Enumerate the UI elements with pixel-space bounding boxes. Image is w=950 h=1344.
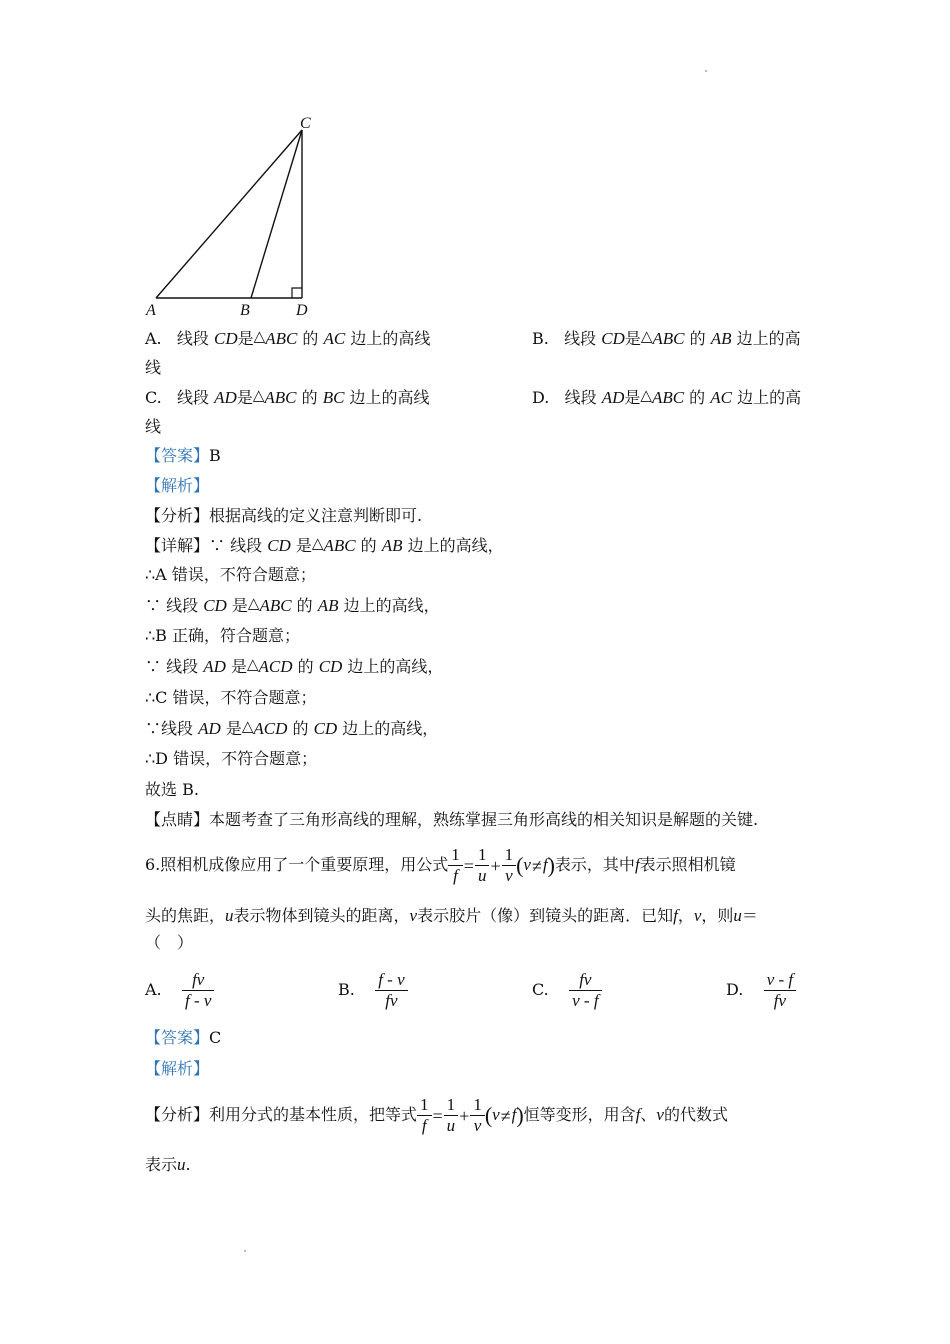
q5-dianjing: 【点睛】本题考查了三角形高线的理解，熟练掌握三角形高线的相关知识是解题的关键. — [145, 810, 759, 829]
q5-xiangjie-line3: ∵ 线段 CD 是△ABC 的 AB 边上的高线， — [145, 594, 440, 615]
label-a: A — [146, 302, 156, 319]
option-c: C. 线段 AD是△ABC 的 BC 边上的高线 — [145, 386, 430, 407]
q6-answer: 【答案】C — [145, 1028, 222, 1047]
q6-stem-line2: 头的焦距，u表示物体到镜头的距离，v表示胶片（像）到镜头的距离．已知f，v，则u＝ — [145, 906, 758, 925]
q6-paren: （ ） — [145, 933, 194, 952]
label-b: B — [240, 302, 250, 319]
triangle-symbol: △ — [253, 327, 266, 345]
q5-xiangjie-line7: ∵线段 AD 是△ACD 的 CD 边上的高线， — [145, 717, 439, 738]
fraction-c: $\frac{fv}{v - f}$ — [569, 970, 601, 1011]
q5-xiangjie-line5: ∵ 线段 AD 是△ACD 的 CD 边上的高线， — [145, 655, 444, 676]
q6-option-c: C. $\frac{fv}{v - f}$ — [532, 965, 602, 1015]
segment-bc — [251, 130, 302, 298]
q6-option-b: B. $\frac{f - v}{fv}$ — [338, 965, 408, 1015]
right-angle-mark — [292, 288, 302, 298]
formula-1-over-u: $\frac{1}{u}$ — [444, 1095, 459, 1136]
triangle-symbol: △ — [252, 386, 265, 404]
triangle-symbol: △ — [311, 534, 324, 552]
q6-fenxi-line2: 表示u. — [145, 1155, 191, 1174]
triangle-figure — [140, 110, 330, 320]
triangle-symbol: △ — [640, 327, 653, 345]
fraction-a: $\frac{fv}{f - v}$ — [182, 970, 214, 1011]
q6-stem-line1: 6.照相机成像应用了一个重要原理，用公式 $\frac{1}{f}$ = $\frac{1}{u}$ + $\frac{1}{v}$ (v≠f)表示，其中f表示照相机镜 — [145, 845, 736, 885]
triangle-symbol: △ — [247, 594, 260, 612]
label-c: C — [300, 115, 311, 132]
q5-xiangjie-line2: ∴A 错误，不符合题意； — [145, 565, 316, 584]
option-a: A. 线段 CD是△ABC 的 AC 边上的高线 — [145, 327, 431, 348]
formula-1-over-u: $\frac{1}{u}$ — [475, 845, 490, 886]
q5-xiangjie-line8: ∴D 错误，不符合题意； — [145, 749, 318, 768]
option-b-wrap: 线 — [145, 358, 162, 377]
footer-dot — [244, 1250, 246, 1252]
q5-xiangjie-line1: 【详解】∵ 线段 CD 是△ABC 的 AB 边上的高线， — [145, 534, 504, 555]
q6-analysis-tag: 【解析】 — [145, 1059, 210, 1078]
triangle-symbol: △ — [241, 717, 254, 735]
option-d: D. 线段 AD是△ABC 的 AC 边上的高 — [532, 386, 802, 407]
fraction-b: $\frac{f - v}{fv}$ — [375, 970, 407, 1011]
header-dot — [705, 70, 707, 72]
formula-1-over-v: $\frac{1}{v}$ — [502, 845, 517, 886]
formula-1-over-f: $\frac{1}{f}$ — [448, 845, 463, 886]
q5-fenxi: 【分析】根据高线的定义注意判断即可. — [145, 506, 423, 525]
q5-xiangjie-line6: ∴C 错误，不符合题意； — [145, 688, 317, 707]
triangle-symbol: △ — [246, 655, 259, 673]
q5-analysis-tag: 【解析】 — [145, 476, 210, 495]
triangle-symbol: △ — [640, 386, 652, 404]
q5-xiangjie-line4: ∴B 正确，符合题意； — [145, 626, 301, 645]
formula-1-over-f: $\frac{1}{f}$ — [417, 1095, 432, 1136]
q5-xiangjie-line9: 故选 B. — [145, 780, 199, 799]
fraction-d: $\frac{v - f}{fv}$ — [764, 970, 796, 1011]
q6-fenxi-line1: 【分析】利用分式的基本性质，把等式 $\frac{1}{f}$ = $\frac{1}{u}$ + $\frac{1}{v}$ (v≠f)恒等变形，用含f、v的代数式 — [145, 1095, 728, 1135]
segment-ac — [156, 130, 302, 298]
q6-option-a: A. $\frac{fv}{f - v}$ — [145, 965, 214, 1015]
formula-1-over-v: $\frac{1}{v}$ — [470, 1095, 485, 1136]
label-d: D — [296, 302, 308, 319]
q6-option-d: D. $\frac{v - f}{fv}$ — [726, 965, 796, 1015]
option-b: B. 线段 CD是△ABC 的 AB 边上的高 — [532, 327, 801, 348]
option-d-wrap: 线 — [145, 417, 162, 436]
q5-answer: 【答案】B — [145, 446, 221, 465]
